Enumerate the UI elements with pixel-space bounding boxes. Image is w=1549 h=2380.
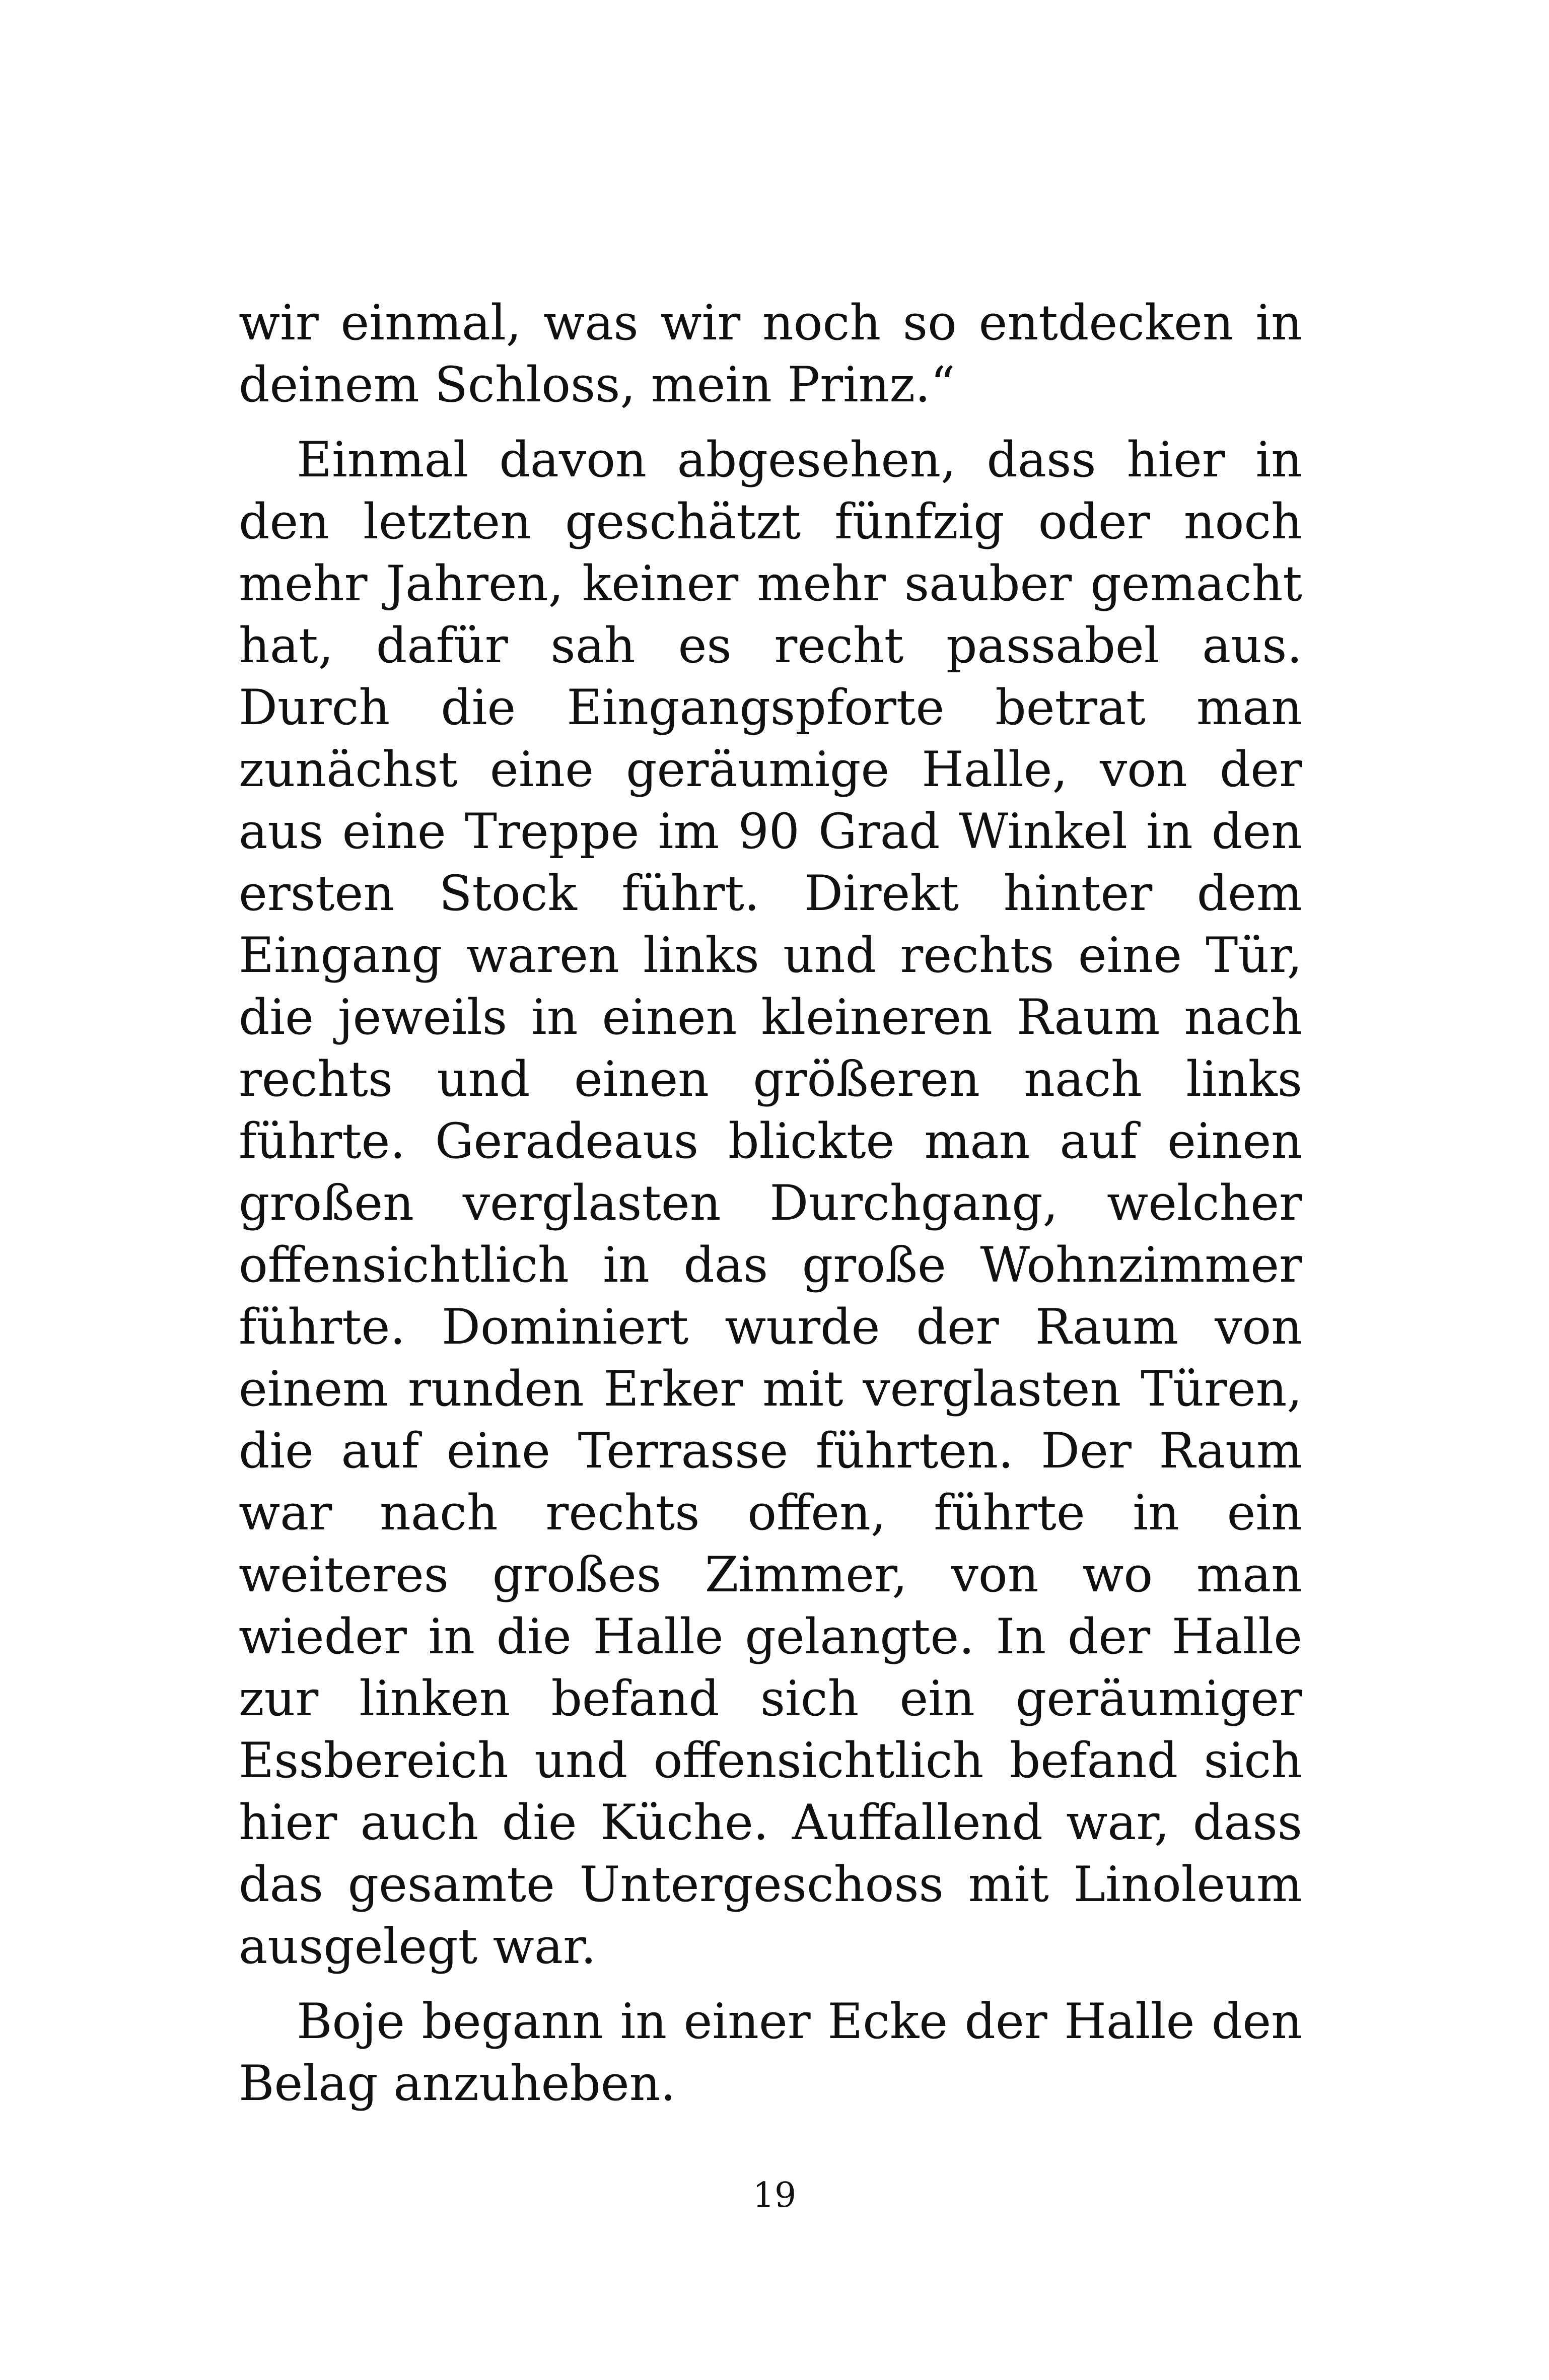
body-text — [239, 292, 1302, 2115]
page-number: 19 — [752, 2176, 797, 2215]
paragraph-continuation: wir einmal, was wir noch so entdecken in deinem Schloss, mein Prinz.“ — [239, 295, 1302, 413]
paragraph-boje: Boje begann in einer Ecke der Halle den Belag anzuheben. — [239, 1993, 1302, 2112]
paragraph-hall-description: Einmal davon abgesehen, dass hier in den letzten geschätzt fünfzig oder noch mehr Jahren, keiner mehr sauber gemacht hat, dafür sah es recht passabel aus. Durch die Eingangspforte betrat man zunächst eine geräumige Halle, von der aus eine Treppe im 90 Grad Winkel in den ersten Stock führt. Direkt hinter dem Eingang waren links und rechts eine Tür, die jeweils in einen kleineren Raum nach rechts und einen größeren nach links führte. Geradeaus blickte man auf einen großen verglasten Durchgang, welcher offensichtlich in das große Wohnzimmer führte. Dominiert wurde der Raum von einem runden Erker mit verglasten Türen, die auf eine Terrasse führten. Der Raum war nach rechts offen, führte in ein weiteres großes Zimmer, von wo man wieder in die Halle gelangte. In der Halle zur linken befand sich ein geräumiger Essbereich und offensichtlich befand sich hier auch die Küche. Auffallend war, dass das gesamte Untergeschoss mit Linoleum ausgelegt war. — [239, 432, 1302, 1975]
